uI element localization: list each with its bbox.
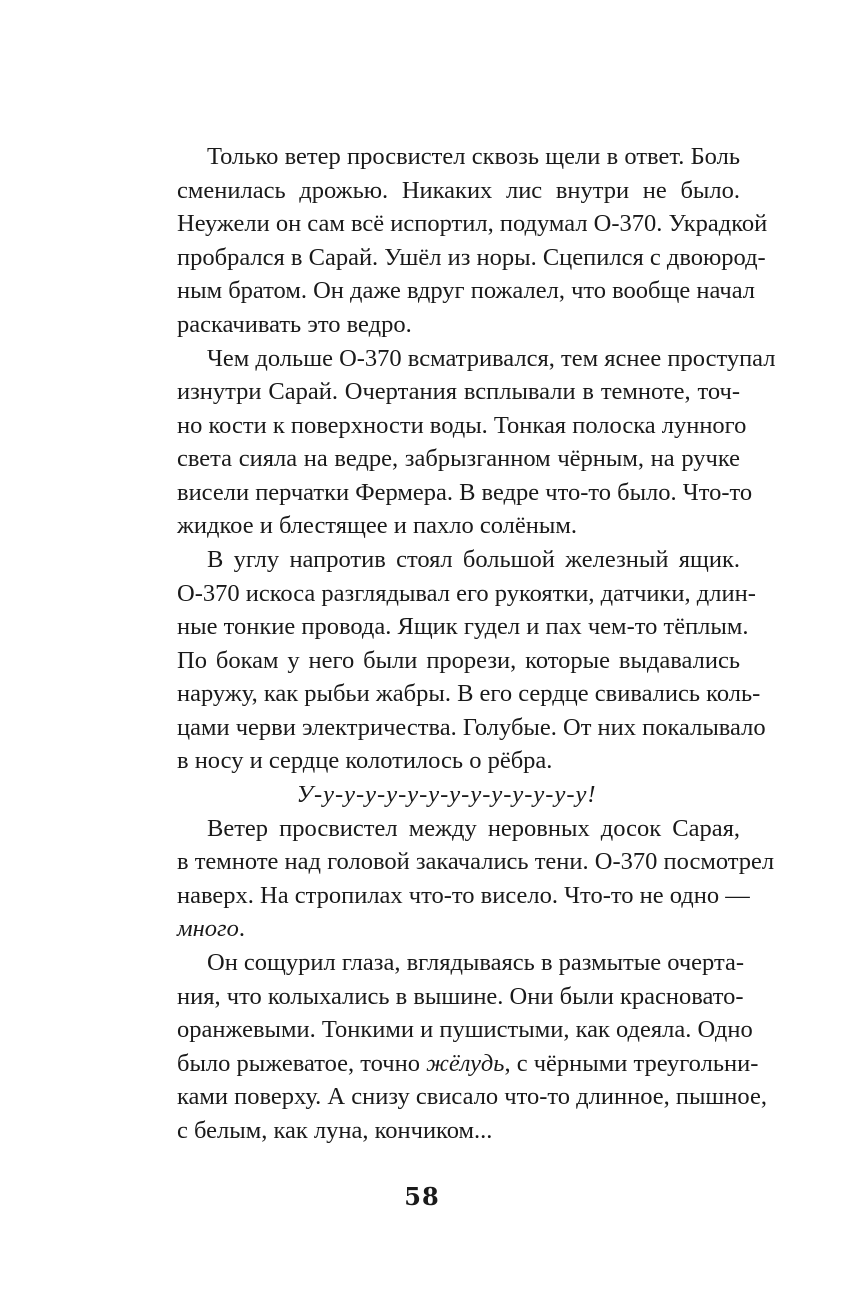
text-line: цами черви электричества. Голубые. От них покалывало <box>177 713 766 741</box>
text-line: Чем дольше О-370 всматривался, тем яснее проступал <box>207 344 776 372</box>
paragraph-5 <box>147 946 767 1147</box>
text-line: наружу, как рыбьи жабры. В его сердце свивались коль- <box>177 680 761 707</box>
text-line: в темноте над головой закачались тени. О-370 посмотрел <box>177 848 775 875</box>
text-line: ные тонкие провода. Ящик гудел и пах чем-то тёплым. <box>177 613 749 640</box>
text-line: жидкое и блестящее и пахло солёным. <box>177 512 577 539</box>
text-line: В углу напротив стоял большой железный ящик. <box>207 546 740 573</box>
text-line: ным братом. Он даже вдруг пожалел, что вообще начал <box>177 277 756 304</box>
text-line: Ветер просвистел между неровных досок Сарая, <box>207 814 740 842</box>
text-line <box>147 912 740 946</box>
text-line: По бокам у него были прорези, которые выдавались <box>177 646 740 674</box>
italic-word: жёлудь <box>426 1049 505 1077</box>
paragraph-2 <box>147 342 776 543</box>
text-line: сменилась дрожью. Никаких лис внутри не было. <box>177 176 740 204</box>
text-line: пробрался в Сарай. Ушёл из норы. Сцепился с двоюрод- <box>177 243 766 271</box>
punctuation: . <box>238 915 245 942</box>
text-line: Он сощурил глаза, вглядываясь в размытые очерта- <box>207 949 745 976</box>
wind-sound-line: У-у-у-у-у-у-у-у-у-у-у-у-у-у! <box>296 781 597 808</box>
text-line: наверх. На стропилах что-то висело. Что-то не одно — <box>177 881 750 909</box>
paragraph-3 <box>147 543 766 778</box>
text-fragment: , с чёрными треугольни- <box>504 1049 759 1077</box>
text-fragment: было рыжеватое, точно <box>177 1049 427 1077</box>
paragraph-4 <box>147 812 775 946</box>
text-line: Неужели он сам всё испортил, подумал О-370. Украдкой <box>177 210 768 237</box>
text-line: но кости к поверхности воды. Тонкая полоска лунного <box>177 411 747 439</box>
text-line: в носу и сердце колотилось о рёбра. <box>177 747 553 774</box>
italic-word: много <box>177 915 239 942</box>
text-line: висели перчатки Фермера. В ведре что-то было. Что-то <box>177 478 753 506</box>
text-line: О-370 искоса разглядывал его рукоятки, датчики, длин- <box>177 579 756 607</box>
body-text <box>147 140 776 1148</box>
text-line: раскачивать это ведро. <box>177 310 412 338</box>
text-line <box>147 1047 759 1081</box>
text-line: света сияла на ведре, забрызганном чёрным, на ручке <box>177 445 740 472</box>
text-line: изнутри Сарай. Очертания всплывали в темноте, точ- <box>177 378 740 405</box>
text-line: с белым, как луна, кончиком... <box>177 1116 493 1144</box>
paragraph-1 <box>147 140 768 341</box>
page-number: 58 <box>404 1182 440 1211</box>
text-line: ния, что колыхались в вышине. Они были красновато- <box>177 982 744 1010</box>
text-line: Только ветер просвистел сквозь щели в ответ. Боль <box>207 143 740 170</box>
text-line: ками поверху. А снизу свисало что-то длинное, пышное, <box>177 1083 767 1110</box>
text-line: оранжевыми. Тонкими и пушистыми, как одеяла. Одно <box>177 1016 753 1043</box>
